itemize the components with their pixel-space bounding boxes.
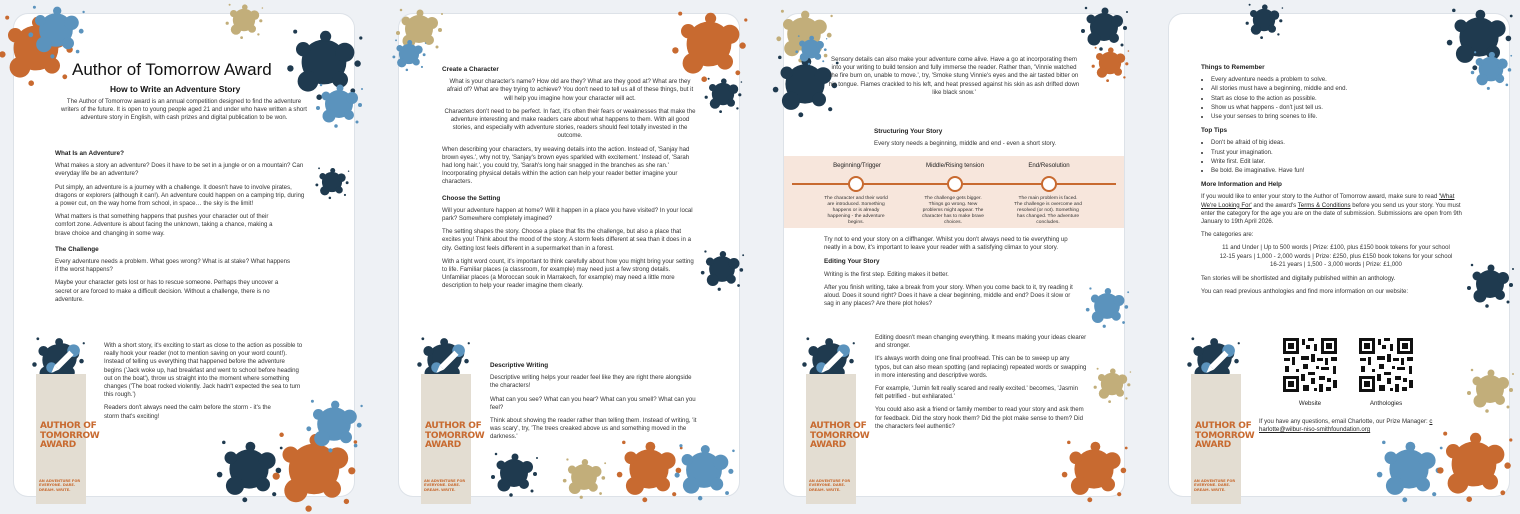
paragraph: The setting shapes the story. Choose a place that fits the challenge, but also a place that excites you! Think about the mood of the story. A storm feels different at sea than it does in a city. Getting lost feels different in a supermarket than in a forest. [442,228,691,252]
side-text [104,342,304,426]
paragraph: Editing doesn't mean changing everything. It means making your ideas clearer and stronger. [875,334,1087,350]
list-item: • Use your senses to bring scenes to life. [1211,113,1471,121]
list-item: • Trust your imagination. [1211,149,1471,157]
timeline-stage-label: Middle/Rising tension [926,162,984,169]
paint-splash-decoration [794,32,828,66]
list-item: • Be bold. Be imaginative. Have fun! [1211,167,1471,175]
things-to-remember-list [1211,76,1471,121]
anthologies-qr-code[interactable] [1357,336,1415,394]
paragraph: You can read previous anthologies and find more information on our website: [1201,288,1409,296]
award-poster [36,374,100,504]
intro-paragraph: Sensory details can also make your adventure come alive. Have a go at incorporating them into your writing to build tension and fully immerse the reader. Rather than, 'Vinnie watched the fire burn on, unable to move.', try, 'Smoke stung Vinnie's eyes and the air tasted bitter on his tongue. Flames crackled to his left, and heat pressed against his skin as ash drifted down like black snow.' [828,56,1080,96]
main-text [824,236,1080,313]
paragraph: What makes a story an adventure? Does it have to be set in a jungle or on a mountain? Can everyday life be an adventure? [55,162,304,178]
poster-title: AUTHOR OF TOMORROW AWARD [810,421,870,450]
contact-text [1259,418,1435,439]
timeline-dot [947,176,963,192]
award-poster [1191,374,1255,504]
paragraph: Every story needs a beginning, middle and end - even a short story. [874,140,1057,148]
categories-list [1201,244,1471,269]
text: and the award's [1251,201,1298,209]
paragraph: Think about showing the reader rather than telling them. Instead of writing, 'it was scary', try, 'The trees creaked above us and something moved in the darkness.' [490,417,697,441]
category-item: 16-21 years | 1,500 - 3,000 words | Prize: £1,000 [1270,260,1402,268]
timeline-stage-description: The character and their world are introduced. Something happens or is already happening - the adventure begins. [824,196,888,225]
intro-paragraph: The Author of Tomorrow award is an annual competition designed to find the adventure writers of the future. It is open to young people aged 21 and under who have written a short adventure story in English, with cash prizes and digital publication to be won. [61,98,307,122]
page-3 [784,14,1124,496]
paint-splash-decoration [703,54,743,134]
paragraph: Readers don't always need the calm before the storm - it's the storm that's exciting! [104,404,271,420]
fountain-pen-icon [42,340,82,376]
qr-caption: Anthologies [1369,400,1403,407]
poster-tagline: AN ADVENTURE FOR EVERYONE. DARE. DREAM. WRITE. [39,478,81,492]
section-heading: Descriptive Writing [490,362,549,369]
page-title: Author of Tomorrow Award [72,60,272,79]
main-text [1201,58,1471,301]
paragraph: What matters is that something happens that pushes your character out of their comfort zone. Adventure is about facing the unknown, taking a chance, making a brave choice and changing in some way. [55,213,273,237]
paragraph: With a short story, it's exciting to start as close to the action as possible to really hook your reader (not to mention saving on your word count!). Instead of telling us everything that happened before the adventure begins ('Jack woke up, had breakfast and went to school before heading out on the boat'), throw us straight into the moment where something changes ('The boat rocked violently. Jack hadn't expected the sea to turn this rough.') [104,342,303,399]
text: If you would like to enter your story to the Author of Tomorrow award, make sure to read [1201,193,1439,201]
poster-tagline: AN ADVENTURE FOR EVERYONE. DARE. DREAM. WRITE. [424,478,466,492]
timeline-dot [848,176,864,192]
paragraph: With a tight word count, it's important to think carefully about how you might bring your setting to life. Familiar places (a classroom, for example) may need just a few strong details. Unfamiliar places (a Moroccan souk in Marrakech, for example) may need a little more description to help your reader imagine them clearly. [442,257,694,290]
list-item: • Don't be afraid of big ideas. [1211,139,1471,147]
paragraph: Maybe your character gets lost or has to rescue someone. Perhaps they uncover a secret or are forced to make a difficult decision. Without a challenge, there is no adventure. [55,279,279,303]
whats-looking-for-link[interactable]: 'What We're Looking For' [1201,193,1455,209]
timeline-stage-description: The challenge gets bigger. Things go wrong. New problems might appear. The character has to make brave choices. [922,196,984,225]
paint-splash-decoration [1465,254,1515,314]
paragraph: Descriptive writing helps your reader feel like they are right there alongside the characters! [490,374,692,390]
paint-splash-decoration [26,0,86,60]
structure-text [874,122,1094,153]
terms-conditions-link[interactable]: Terms & Conditions [1297,201,1351,209]
story-structure-timeline [784,156,1124,228]
paint-splash-decoration [314,164,350,200]
paint-splash-decoration [1054,434,1134,504]
text: If you have any questions, email Charlotte, our Prize Manager: [1259,418,1430,425]
poster-title: AUTHOR OF TOMORROW AWARD [1195,421,1255,450]
paragraph: Ten stories will be shortlisted and digitally published within an anthology. [1201,275,1396,283]
paragraph: Every adventure needs a problem. What goes wrong? What is at stake? What happens if the worst happens? [55,258,291,274]
page-2 [399,14,739,496]
top-tips-list [1211,139,1471,175]
text: before you send us your story. You must enter the category for the age you are on the date of submission. Submissions are open from 9th January to 19th April 2026. [1201,201,1462,226]
page-1 [14,14,354,496]
poster-title: AUTHOR OF TOMORROW AWARD [40,421,100,450]
paint-splash-decoration [1469,44,1513,94]
paint-splash-decoration [1431,424,1517,504]
timeline-stage-label: End/Resolution [1028,162,1070,169]
section-heading: Create a Character [442,66,499,73]
paragraph: Writing is the first step. Editing makes it better. [824,270,949,278]
side-text [875,334,1087,436]
section-heading: Choose the Setting [442,194,501,202]
award-poster [421,374,485,504]
award-poster [806,374,870,504]
timeline-dot [1041,176,1057,192]
section-heading: More Information and Help [1201,181,1282,189]
submission-info-paragraph [1201,193,1471,226]
paragraph: After you finish writing, take a break from your story. When you come back to it, try reading it aloud. Does it sound right? Does it have a clear beginning, middle and end? Does it slow or sag in any places? Are there plot holes? [824,283,1073,308]
paint-splash-decoration [1084,266,1130,346]
paint-splash-decoration [1229,0,1299,40]
category-item: 11 and Under | Up to 500 words | Prize: £100, plus £150 book tokens for your school [1222,244,1450,252]
website-qr-code[interactable] [1281,336,1339,394]
poster-tagline: AN ADVENTURE FOR EVERYONE. DARE. DREAM. WRITE. [809,478,851,492]
paragraph: The categories are: [1201,231,1254,239]
qr-caption: Website [1298,400,1322,407]
contact-paragraph [1259,418,1435,434]
paint-splash-decoration [699,246,745,292]
page-4 [1169,14,1509,496]
section-heading: Editing Your Story [824,258,880,266]
list-item: • Start as close to the action as possible. [1211,95,1471,103]
fountain-pen-icon [812,340,852,376]
main-text [55,144,309,309]
paragraph: When describing your characters, try weaving details into the action. Instead of, 'Sanjay had brown eyes.', why not try, 'Sanjay's brown eyes sparkled with excitement.' Instead of, 'Sarah had long hair.', you could try, 'Sarah's long hair snagged in the branches as she ran.' Incorporating physical details within the action can help your reader better imagine your characters. [442,145,690,186]
paragraph: It's always worth doing one final proofread. This can be to sweep up any typos, but can also mean spotting (and replacing) repeated words or swapping in more interesting and descriptive words. [875,355,1087,379]
paint-splash-decoration [304,394,364,454]
paragraph: Characters don't need to be perfect. In fact, it's often their fears or weaknesses that make the adventure interesting and make readers care about what happens to them. With all good stories, and especially with adventure stories, readers should feel totally invested in the outcome. [444,107,696,140]
paint-splash-decoration [214,0,274,40]
section-heading: Top Tips [1201,127,1228,135]
paint-splash-decoration [1465,344,1515,434]
list-item: • Write first. Edit later. [1211,158,1471,166]
section-heading: Structuring Your Story [874,128,943,135]
paragraph: What can you see? What can you hear? What can you smell? What can you feel? [490,395,696,411]
paragraph: Put simply, an adventure is a journey with a challenge. It doesn't have to involve pirates, dragons or explorers (although it can!). An adventure could happen on a camping trip, during a power cut, on the way home from school, in space… the sky is the limit! [55,183,305,208]
page-subtitle: How to Write an Adventure Story [110,84,241,94]
timeline-stage-description: The main problem is faced. The challenge is overcome and resolved (or not). Something has changed. The adventure concludes. [1014,196,1082,225]
poster-tagline: AN ADVENTURE FOR EVERYONE. DARE. DREAM. WRITE. [1194,478,1236,492]
section-heading: What Is an Adventure? [55,150,125,157]
timeline-stage-label: Beginning/Trigger [833,162,881,169]
paint-splash-decoration [314,74,364,134]
paint-splash-decoration [391,34,427,74]
paint-splash-decoration [1090,38,1130,88]
contact-email-link[interactable]: charlotte@wilbur-niso-smithfoundation.org [1259,418,1433,434]
fountain-pen-icon [427,340,467,376]
fountain-pen-icon [1197,340,1237,376]
main-text [442,60,698,296]
side-text [490,356,700,447]
paint-splash-decoration [669,438,739,502]
list-item: • Show us what happens - don't just tell us. [1211,104,1471,112]
paragraph: For example, 'Jumin felt really scared and really excited.' becomes, 'Jasmin felt petrified - but exhilarated.' [875,385,1078,401]
list-item: • All stories must have a beginning, middle and end. [1211,85,1471,93]
paint-splash-decoration [1092,344,1132,424]
section-heading: Things to Remember [1201,64,1265,71]
paragraph: What is your character's name? How old are they? What are they good at? What are they afraid of? What are they trying to achieve? You don't need to tell us all of these things, but it will help you imagine how your character will act. [446,78,694,102]
poster-title: AUTHOR OF TOMORROW AWARD [425,421,485,450]
paragraph: Will your adventure happen at home? Will it happen in a place you have visited? In your local park? Somewhere completely imagined? [442,206,693,223]
paragraph: You could also ask a friend or family member to read your story and ask them for feedback. Did the story hook them? Did the plot make sense to them? Did the characters feel authentic? [875,406,1084,430]
list-item: • Every adventure needs a problem to solve. [1211,76,1471,84]
paragraph: Try not to end your story on a cliffhanger. Whilst you don't always need to tie everything up neatly in a bow, it's important to leave your reader with a satisfying climax to your story. [824,236,1068,252]
category-item: 12-15 years | 1,000 - 2,000 words | Prize: £250, plus £150 book tokens for your school [1219,252,1453,260]
section-heading: The Challenge [55,245,99,253]
